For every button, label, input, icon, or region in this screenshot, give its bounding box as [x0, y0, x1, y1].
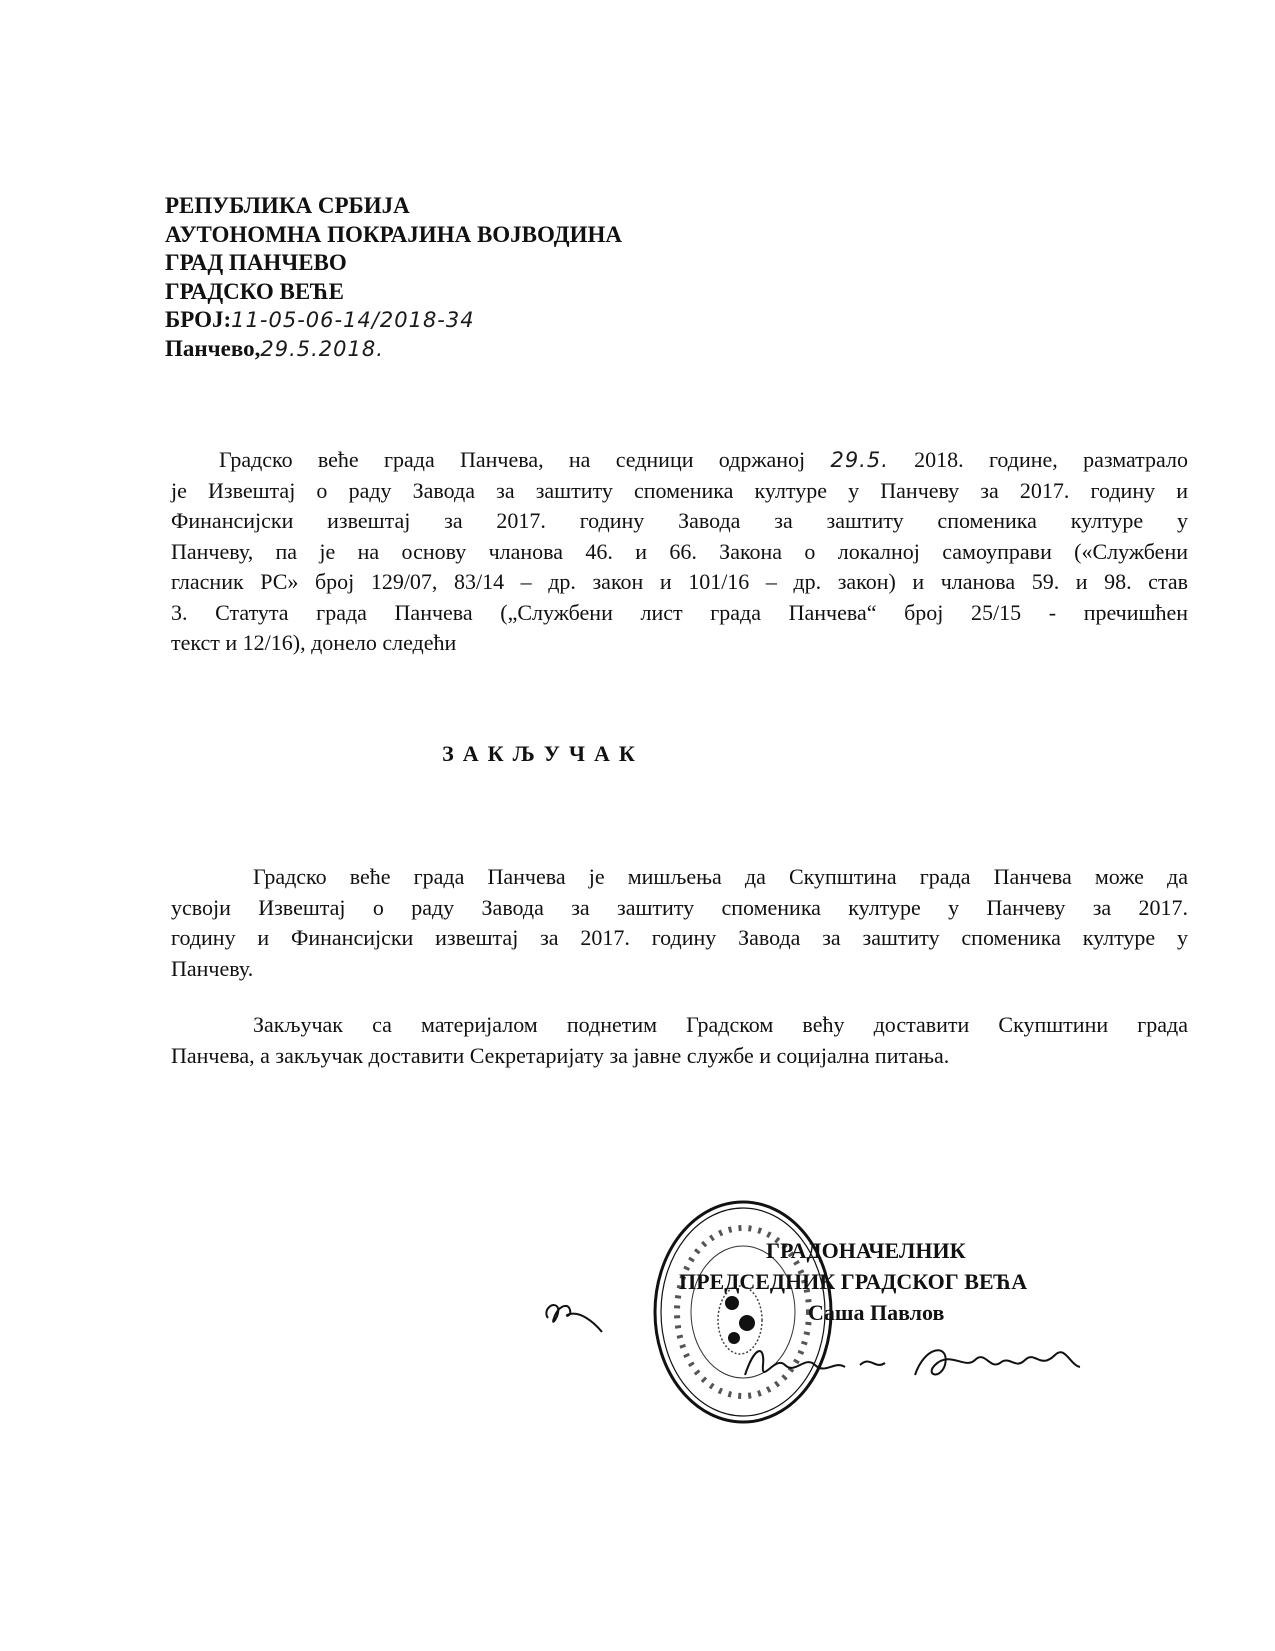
header-line-city: ГРАД ПАНЧЕВО: [165, 250, 347, 275]
document-header: [165, 192, 622, 363]
number-value-handwritten: 11-05-06-14/2018-34: [231, 308, 475, 332]
conclusion-paragraph: [171, 862, 1188, 984]
delivery-line: Панчева, а закључак доставити Секретаријату за јавне службе и социјална питања.: [171, 1042, 950, 1068]
intro-line: [171, 445, 1188, 476]
delivery-line: Закључак са материјалом поднетим Градском већу доставити Скупштини града: [253, 1012, 1188, 1037]
intro-line: Финансијски извештај за 2017. годину Завода за заштиту споменика културе у: [171, 508, 1188, 533]
document-title: ЗАКЉУЧАК: [442, 741, 644, 766]
document-number: [165, 306, 622, 335]
intro-line: гласник РС» број 129/07, 83/14 – др. закон и 101/16 – др. закон) и чланова 59. и 98. став: [171, 569, 1188, 594]
session-date-handwritten: 29.5.: [830, 448, 889, 472]
number-label: БРОЈ:: [165, 307, 232, 332]
initials-handwritten: [540, 1288, 610, 1338]
conclusion-line: усвоји Извештај о раду Завода за заштиту споменика културе у Панчеву за 2017.: [171, 894, 1188, 920]
document-place-date: [165, 335, 622, 364]
date-handwritten: 29.5.2018.: [260, 336, 384, 361]
signatory-title-council-president: ПРЕДСЕДНИК ГРАДСКОГ ВЕЋА: [679, 1269, 1028, 1294]
intro-line: текст и 12/16), донело следећи: [171, 630, 457, 655]
handwritten-signature: [735, 1335, 1095, 1395]
conclusion-line: годину и Финансијски извештај за 2017. годину Завода за заштиту споменика културе у: [171, 925, 1188, 950]
header-line-republic: РЕПУБЛИКА СРБИЈА: [165, 193, 410, 218]
delivery-paragraph: [171, 1010, 1188, 1071]
header-line-province: АУТОНОМНА ПОКРАЈИНА ВОЈВОДИНА: [165, 221, 622, 247]
conclusion-line: Панчеву.: [171, 955, 254, 981]
intro-line: 3. Статута града Панчева („Службени лист града Панчева“ број 25/15 - пречишћен: [171, 599, 1188, 625]
intro-line: Панчеву, па је на основу чланова 46. и 66. Закона о локалној самоуправи («Службени: [171, 538, 1188, 564]
conclusion-line: Градско веће града Панчева је мишљења да Скупштина града Панчева може да: [253, 864, 1188, 889]
intro-text: 2018. године, разматрало: [914, 447, 1188, 472]
header-line-council: ГРАДСКО ВЕЋЕ: [165, 278, 344, 304]
intro-text: Градско веће града Панчева, на седници одржаној: [219, 447, 806, 472]
place-label: Панчево,: [165, 335, 261, 361]
intro-paragraph: [171, 445, 1188, 659]
signatory-name: Саша Павлов: [808, 1300, 945, 1325]
intro-line: је Извештај о раду Завода за заштиту споменика културе у Панчеву за 2017. годину и: [171, 477, 1188, 503]
signatory-title-mayor: ГРАДОНАЧЕЛНИК: [766, 1238, 966, 1263]
